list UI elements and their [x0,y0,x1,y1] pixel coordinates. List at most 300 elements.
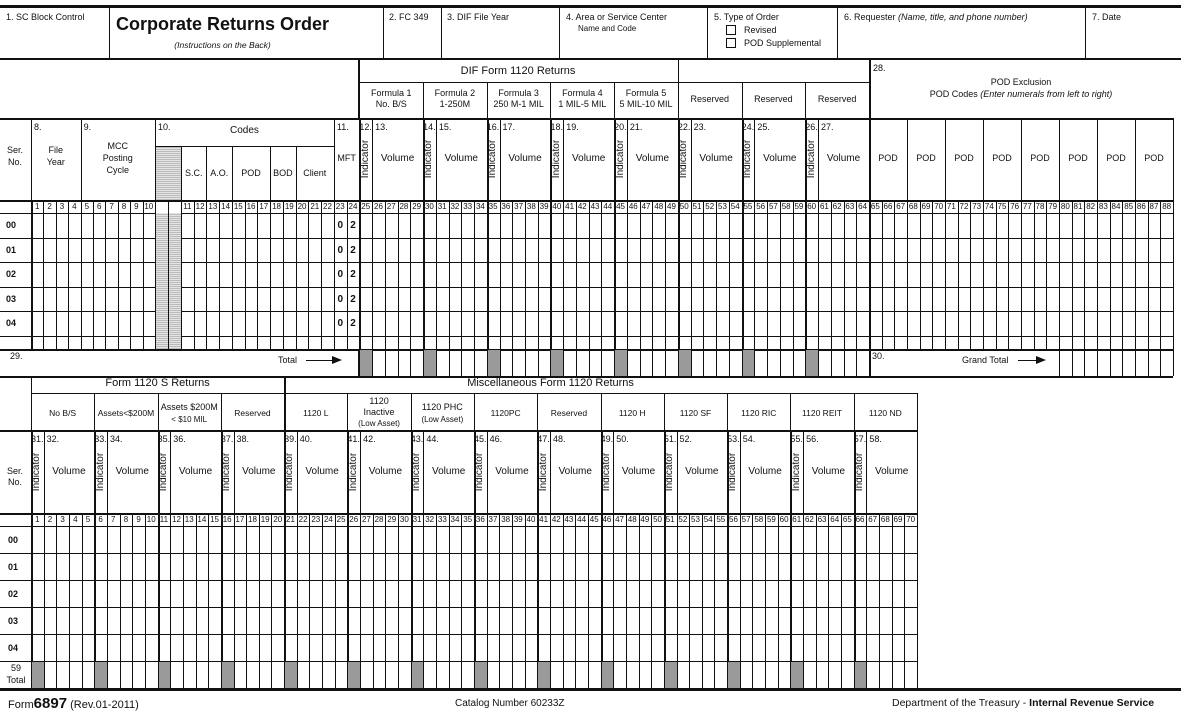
entry-cell[interactable] [602,288,614,312]
entry-cell[interactable] [743,288,755,312]
entry-cell[interactable] [475,527,487,553]
entry-cell[interactable] [870,263,882,287]
grand-total-cell[interactable] [1073,350,1085,376]
entry-cell[interactable] [462,239,474,263]
entry-cell[interactable] [462,554,474,580]
entry-cell[interactable] [182,214,194,238]
entry-cell[interactable] [500,635,512,661]
entry-cell[interactable] [144,214,155,238]
entry-cell[interactable] [209,554,221,580]
entry-cell[interactable] [576,581,588,607]
total-cell[interactable] [717,350,729,376]
entry-cell[interactable] [804,608,816,634]
entry-cell[interactable] [437,214,449,238]
entry-cell[interactable] [1073,214,1085,238]
entry-cell[interactable] [272,527,284,553]
entry-cell[interactable] [44,312,55,336]
entry-cell[interactable] [322,288,334,312]
entry-cell[interactable] [462,527,474,553]
entry-cell[interactable] [246,263,258,287]
entry-cell[interactable] [106,263,117,287]
entry-cell[interactable] [437,635,449,661]
entry-cell[interactable] [247,527,259,553]
entry-cell[interactable] [614,608,626,634]
entry-cell[interactable] [692,214,704,238]
entry-cell[interactable] [946,288,958,312]
total-cell[interactable] [411,350,423,376]
entry-cell[interactable] [781,239,793,263]
entry-cell[interactable] [615,312,627,336]
entry-cell[interactable] [755,312,767,336]
total-cell[interactable] [576,662,588,688]
entry-cell[interactable] [45,608,57,634]
total-cell[interactable] [108,662,120,688]
entry-cell[interactable] [386,239,398,263]
entry-cell[interactable] [679,288,691,312]
entry-cell[interactable] [399,288,411,312]
entry-cell[interactable] [779,527,791,553]
entry-cell[interactable] [437,608,449,634]
entry-cell[interactable] [692,312,704,336]
entry-cell[interactable] [526,312,538,336]
entry-cell[interactable] [144,312,155,336]
entry-cell[interactable] [526,554,538,580]
entry-cell[interactable] [870,312,882,336]
entry-cell[interactable] [222,554,234,580]
entry-cell[interactable] [880,554,892,580]
entry-cell[interactable] [627,554,639,580]
total-cell[interactable] [704,350,716,376]
entry-cell[interactable] [94,239,105,263]
entry-cell[interactable] [272,581,284,607]
entry-cell[interactable] [653,214,665,238]
entry-cell[interactable] [182,263,194,287]
entry-cell[interactable] [94,288,105,312]
entry-cell[interactable] [855,527,867,553]
entry-cell[interactable] [984,214,996,238]
entry-cell[interactable] [399,608,411,634]
entry-cell[interactable] [526,608,538,634]
entry-cell[interactable] [475,635,487,661]
entry-cell[interactable] [614,581,626,607]
entry-cell[interactable] [741,635,753,661]
total-cell[interactable] [133,662,145,688]
entry-cell[interactable] [360,312,372,336]
entry-cell[interactable] [652,608,664,634]
entry-cell[interactable] [260,581,272,607]
entry-cell[interactable] [855,608,867,634]
entry-cell[interactable] [893,635,905,661]
entry-cell[interactable] [564,581,576,607]
entry-cell[interactable] [513,554,525,580]
entry-cell[interactable] [857,288,869,312]
entry-cell[interactable] [971,288,983,312]
entry-cell[interactable] [564,263,576,287]
entry-cell[interactable] [475,581,487,607]
entry-cell[interactable] [57,608,69,634]
entry-cell[interactable] [207,263,219,287]
entry-cell[interactable] [209,608,221,634]
entry-cell[interactable] [921,288,933,312]
entry-cell[interactable] [32,214,43,238]
entry-cell[interactable] [1047,288,1059,312]
entry-cell[interactable] [539,263,551,287]
entry-cell[interactable] [488,214,500,238]
entry-cell[interactable] [82,312,93,336]
entry-cell[interactable] [44,263,55,287]
total-cell[interactable] [513,662,525,688]
entry-cell[interactable] [589,608,601,634]
total-cell[interactable] [755,350,767,376]
entry-cell[interactable] [45,635,57,661]
entry-cell[interactable] [753,527,765,553]
entry-cell[interactable] [880,581,892,607]
entry-cell[interactable] [462,288,474,312]
entry-cell[interactable] [819,214,831,238]
total-cell[interactable] [386,350,398,376]
entry-cell[interactable] [95,608,107,634]
entry-cell[interactable] [323,608,335,634]
entry-cell[interactable] [551,608,563,634]
entry-cell[interactable] [310,635,322,661]
entry-cell[interactable] [195,214,207,238]
entry-cell[interactable] [1047,263,1059,287]
entry-cell[interactable] [1098,214,1110,238]
entry-cell[interactable] [197,554,209,580]
entry-cell[interactable] [399,635,411,661]
entry-cell[interactable] [1047,239,1059,263]
entry-cell[interactable] [526,635,538,661]
entry-cell[interactable] [652,527,664,553]
entry-cell[interactable] [133,635,145,661]
entry-cell[interactable] [1060,239,1072,263]
entry-cell[interactable] [513,288,525,312]
entry-cell[interactable] [794,239,806,263]
entry-cell[interactable] [488,527,500,553]
total-cell[interactable] [678,662,690,688]
entry-cell[interactable] [576,554,588,580]
entry-cell[interactable] [905,527,917,553]
entry-cell[interactable] [399,263,411,287]
entry-cell[interactable] [653,288,665,312]
entry-cell[interactable] [233,263,245,287]
entry-cell[interactable] [348,608,360,634]
entry-cell[interactable] [399,239,411,263]
entry-cell[interactable] [551,263,563,287]
entry-cell[interactable] [361,554,373,580]
entry-cell[interactable] [819,288,831,312]
entry-cell[interactable] [131,312,142,336]
entry-cell[interactable] [1085,263,1097,287]
entry-cell[interactable] [615,288,627,312]
entry-cell[interactable] [195,312,207,336]
entry-cell[interactable] [119,239,130,263]
entry-cell[interactable] [741,527,753,553]
total-cell[interactable] [602,350,614,376]
entry-cell[interactable] [462,263,474,287]
total-cell[interactable] [829,662,841,688]
total-cell[interactable] [197,662,209,688]
entry-cell[interactable] [895,263,907,287]
entry-cell[interactable] [666,312,678,336]
entry-cell[interactable] [119,288,130,312]
entry-cell[interactable] [905,581,917,607]
entry-cell[interactable] [374,554,386,580]
entry-cell[interactable] [755,263,767,287]
entry-cell[interactable] [577,312,589,336]
total-cell[interactable] [857,350,869,376]
entry-cell[interactable] [728,581,740,607]
entry-cell[interactable] [1060,214,1072,238]
entry-cell[interactable] [348,581,360,607]
entry-cell[interactable] [819,239,831,263]
entry-cell[interactable] [450,554,462,580]
entry-cell[interactable] [1123,312,1135,336]
entry-cell[interactable] [70,554,82,580]
entry-cell[interactable] [564,214,576,238]
entry-cell[interactable] [704,312,716,336]
entry-cell[interactable] [246,214,258,238]
entry-cell[interactable] [690,608,702,634]
entry-cell[interactable] [386,288,398,312]
entry-cell[interactable] [32,527,44,553]
entry-cell[interactable] [222,581,234,607]
entry-cell[interactable] [551,635,563,661]
entry-cell[interactable] [323,554,335,580]
entry-cell[interactable] [119,263,130,287]
entry-cell[interactable] [501,312,513,336]
entry-cell[interactable] [817,581,829,607]
entry-cell[interactable] [310,527,322,553]
total-cell[interactable] [501,350,513,376]
entry-cell[interactable] [641,312,653,336]
entry-cell[interactable] [146,554,158,580]
entry-cell[interactable] [870,288,882,312]
entry-cell[interactable] [870,214,882,238]
entry-cell[interactable] [159,608,171,634]
entry-cell[interactable] [271,239,283,263]
entry-cell[interactable] [195,239,207,263]
entry-cell[interactable] [32,288,43,312]
entry-cell[interactable] [184,635,196,661]
entry-cell[interactable] [1022,263,1034,287]
entry-cell[interactable] [768,214,780,238]
entry-cell[interactable] [424,239,436,263]
entry-cell[interactable] [867,608,879,634]
entry-cell[interactable] [704,263,716,287]
entry-cell[interactable] [1035,239,1047,263]
entry-cell[interactable] [171,554,183,580]
entry-cell[interactable] [348,527,360,553]
entry-cell[interactable] [640,581,652,607]
entry-cell[interactable] [640,527,652,553]
entry-cell[interactable] [640,608,652,634]
entry-cell[interactable] [1060,312,1072,336]
entry-cell[interactable] [704,288,716,312]
entry-cell[interactable] [386,312,398,336]
total-cell[interactable] [817,662,829,688]
entry-cell[interactable] [411,214,423,238]
entry-cell[interactable] [233,288,245,312]
entry-cell[interactable] [703,554,715,580]
entry-cell[interactable] [284,288,296,312]
total-cell[interactable] [842,662,854,688]
entry-cell[interactable] [336,527,348,553]
entry-cell[interactable] [781,263,793,287]
entry-cell[interactable] [222,608,234,634]
total-cell[interactable] [905,662,917,688]
entry-cell[interactable] [69,263,80,287]
entry-cell[interactable] [133,581,145,607]
entry-cell[interactable] [627,581,639,607]
entry-cell[interactable] [933,239,945,263]
entry-cell[interactable] [373,288,385,312]
entry-cell[interactable] [1098,312,1110,336]
entry-cell[interactable] [488,239,500,263]
total-cell[interactable] [361,662,373,688]
entry-cell[interactable] [1009,239,1021,263]
entry-cell[interactable] [488,635,500,661]
entry-cell[interactable] [45,581,57,607]
entry-cell[interactable] [412,554,424,580]
entry-cell[interactable] [728,527,740,553]
entry-cell[interactable] [933,312,945,336]
entry-cell[interactable] [386,554,398,580]
entry-cell[interactable] [298,608,310,634]
entry-cell[interactable] [159,581,171,607]
entry-cell[interactable] [260,554,272,580]
entry-cell[interactable] [1161,239,1173,263]
entry-cell[interactable] [121,581,133,607]
entry-cell[interactable] [526,581,538,607]
entry-cell[interactable] [184,608,196,634]
entry-cell[interactable] [336,554,348,580]
entry-cell[interactable] [220,239,232,263]
entry-cell[interactable] [857,312,869,336]
entry-cell[interactable] [450,288,462,312]
entry-cell[interactable] [336,635,348,661]
entry-cell[interactable] [488,581,500,607]
total-cell[interactable] [450,662,462,688]
total-cell[interactable] [768,350,780,376]
entry-cell[interactable] [921,263,933,287]
total-cell[interactable] [703,662,715,688]
entry-cell[interactable] [842,581,854,607]
entry-cell[interactable] [361,581,373,607]
entry-cell[interactable] [450,239,462,263]
total-cell[interactable] [399,662,411,688]
entry-cell[interactable] [386,635,398,661]
entry-cell[interactable] [1060,288,1072,312]
entry-cell[interactable] [1098,239,1110,263]
entry-cell[interactable] [437,312,449,336]
entry-cell[interactable] [715,608,727,634]
entry-cell[interactable] [57,214,68,238]
entry-cell[interactable] [1085,239,1097,263]
entry-cell[interactable] [690,527,702,553]
entry-cell[interactable] [741,608,753,634]
entry-cell[interactable] [867,635,879,661]
entry-cell[interactable] [728,635,740,661]
total-cell[interactable] [641,350,653,376]
entry-cell[interactable] [399,312,411,336]
entry-cell[interactable] [57,263,68,287]
total-cell[interactable] [424,662,436,688]
entry-cell[interactable] [1161,288,1173,312]
entry-cell[interactable] [271,263,283,287]
entry-cell[interactable] [984,239,996,263]
entry-cell[interactable] [513,527,525,553]
entry-cell[interactable] [946,263,958,287]
entry-cell[interactable] [539,288,551,312]
entry-cell[interactable] [1085,214,1097,238]
entry-cell[interactable] [946,239,958,263]
entry-cell[interactable] [641,214,653,238]
entry-cell[interactable] [233,312,245,336]
entry-cell[interactable] [755,214,767,238]
total-cell[interactable] [70,662,82,688]
entry-cell[interactable] [753,581,765,607]
entry-cell[interactable] [475,554,487,580]
entry-cell[interactable] [235,554,247,580]
entry-cell[interactable] [602,527,614,553]
entry-cell[interactable] [652,554,664,580]
entry-cell[interactable] [1009,263,1021,287]
total-cell[interactable] [730,350,742,376]
entry-cell[interactable] [641,263,653,287]
total-cell[interactable] [577,350,589,376]
entry-cell[interactable] [207,239,219,263]
total-cell[interactable] [462,350,474,376]
entry-cell[interactable] [144,263,155,287]
entry-cell[interactable] [500,581,512,607]
entry-cell[interactable] [82,239,93,263]
entry-cell[interactable] [501,263,513,287]
entry-cell[interactable] [628,239,640,263]
entry-cell[interactable] [703,608,715,634]
entry-cell[interactable] [602,554,614,580]
entry-cell[interactable] [959,214,971,238]
total-cell[interactable] [437,350,449,376]
entry-cell[interactable] [804,635,816,661]
entry-cell[interactable] [386,214,398,238]
entry-cell[interactable] [233,239,245,263]
entry-cell[interactable] [806,239,818,263]
entry-cell[interactable] [197,527,209,553]
entry-cell[interactable] [119,312,130,336]
entry-cell[interactable] [666,214,678,238]
total-cell[interactable] [462,662,474,688]
entry-cell[interactable] [829,635,841,661]
entry-cell[interactable] [220,312,232,336]
entry-cell[interactable] [309,288,321,312]
total-cell[interactable] [209,662,221,688]
entry-cell[interactable] [794,312,806,336]
entry-cell[interactable] [209,527,221,553]
entry-cell[interactable] [880,527,892,553]
entry-cell[interactable] [576,527,588,553]
entry-cell[interactable] [895,214,907,238]
entry-cell[interactable] [258,288,270,312]
entry-cell[interactable] [1123,263,1135,287]
entry-cell[interactable] [310,581,322,607]
entry-cell[interactable] [538,554,550,580]
entry-cell[interactable] [69,214,80,238]
entry-cell[interactable] [437,527,449,553]
entry-cell[interactable] [959,312,971,336]
entry-cell[interactable] [971,312,983,336]
total-cell[interactable] [373,350,385,376]
